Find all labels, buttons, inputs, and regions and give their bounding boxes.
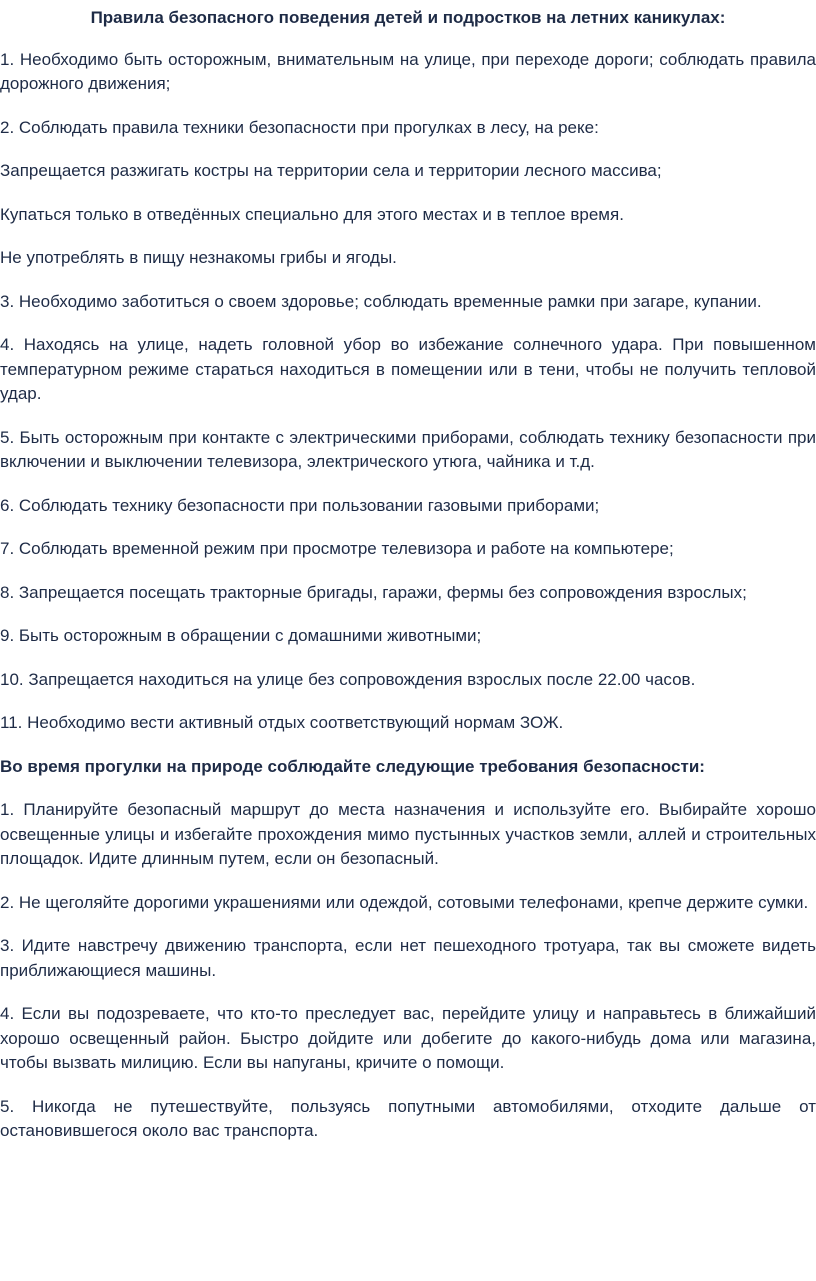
nature-rule-1: 1. Планируйте безопасный маршрут до места назначения и используйте его. Выбирайте хорошо освещенные улицы и избегайте прохождения мимо пустынных участков земли, аллей и строительных площадок. Идите длинным путем, если он безопасный. bbox=[0, 800, 816, 868]
document-title: Правила безопасного поведения детей и подростков на летних каникулах: bbox=[90, 8, 726, 27]
nature-rule-4: 4. Если вы подозреваете, что кто-то преследует вас, перейдите улицу и направьтесь в ближайший хорошо освещенный район. Быстро дойдите или добегите до какого-нибудь дома или магазина, чтобы вызвать милицию. Если вы напуганы, кричите о помощи. bbox=[0, 1004, 816, 1072]
rule-3: 3. Необходимо заботиться о своем здоровье; соблюдать временные рамки при загаре, купании. bbox=[0, 291, 762, 311]
rule-7: 7. Соблюдать временной режим при просмотре телевизора и работе на компьютере; bbox=[0, 539, 674, 558]
rule-4: 4. Находясь на улице, надеть головной убор во избежание солнечного удара. При повышенном температурном режиме стараться находиться в помещении или в тени, чтобы не получить тепловой удар. bbox=[0, 335, 816, 403]
nature-rule-3: 3. Идите навстречу движению транспорта, если нет пешеходного тротуара, так вы сможете видеть приближающиеся машины. bbox=[0, 936, 816, 980]
nature-rule-5: 5. Никогда не путешествуйте, пользуясь попутными автомобилями, отходите дальше от остановившегося около вас транспорта. bbox=[0, 1096, 816, 1140]
nature-section-title: Во время прогулки на природе соблюдайте следующие требования безопасности: bbox=[0, 756, 705, 776]
rule-1: 1. Необходимо быть осторожным, внимательным на улице, при переходе дороги; соблюдать правила дорожного движения; bbox=[0, 49, 816, 93]
rule-9: 9. Быть осторожным в обращении с домашними животными; bbox=[0, 626, 482, 645]
rule-2: 2. Соблюдать правила техники безопасности при прогулках в лесу, на реке: bbox=[0, 117, 599, 137]
nature-rule-2: 2. Не щеголяйте дорогими украшениями или одеждой, сотовыми телефонами, крепче держите сумки. bbox=[0, 892, 809, 912]
rule-2-mushrooms: Не употреблять в пищу незнакомы грибы и ягоды. bbox=[0, 248, 397, 267]
rule-2-fires: Запрещается разжигать костры на территории села и территории лесного массива; bbox=[0, 161, 662, 180]
rule-5: 5. Быть осторожным при контакте с электрическими приборами, соблюдать технику безопасности при включении и выключении телевизора, электрического утюга, чайника и т.д. bbox=[0, 427, 816, 471]
rule-2-swimming: Купаться только в отведённых специально для этого местах и в теплое время. bbox=[0, 204, 624, 224]
rule-11: 11. Необходимо вести активный отдых соответствующий нормам ЗОЖ. bbox=[0, 713, 564, 732]
rule-6: 6. Соблюдать технику безопасности при пользовании газовыми приборами; bbox=[0, 495, 600, 515]
rule-10: 10. Запрещается находиться на улице без сопровождения взрослых после 22.00 часов. bbox=[0, 669, 696, 689]
rule-8: 8. Запрещается посещать тракторные бригады, гаражи, фермы без сопровождения взрослых; bbox=[0, 582, 747, 602]
